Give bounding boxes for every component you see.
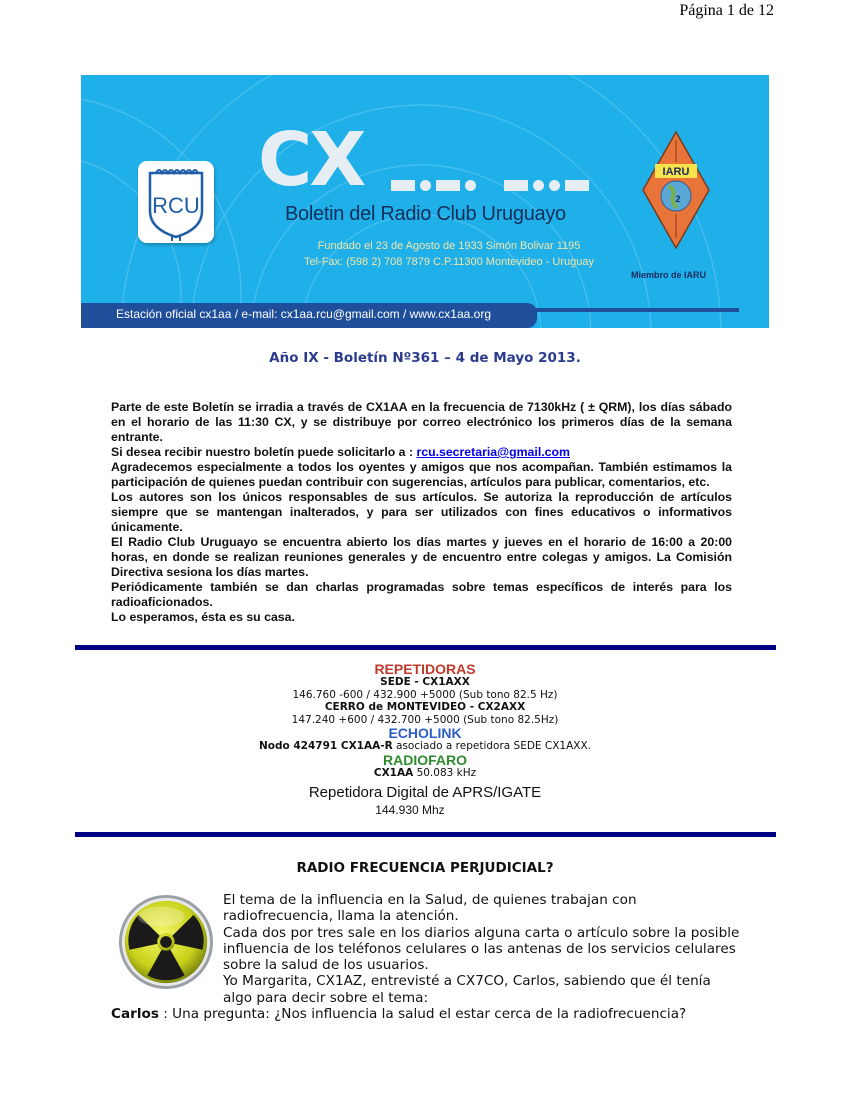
intro-paragraph: Agradecemos especialmente a todos los oyentes y amigos que nos acompañan. También estimamos la participación de quienes puedan contribuir con sugerencias, artículos para publicar, comentarios, etc. bbox=[111, 460, 732, 489]
speaker-name: Carlos bbox=[111, 1006, 159, 1022]
cerro-title: CERRO de MONTEVIDEO - CX2AXX bbox=[324, 701, 526, 713]
radiofaro-heading: RADIOFARO bbox=[383, 751, 467, 768]
intro-section bbox=[111, 400, 732, 625]
question-text: : Una pregunta: ¿Nos influencia la salud el estar cerca de la radiofrecuencia? bbox=[158, 1006, 687, 1022]
page-number: Página 1 de 12 bbox=[679, 2, 774, 19]
subscribe-text: Si desea recibir nuestro boletín puede solicitarlo a : bbox=[111, 445, 417, 459]
repeaters-section bbox=[0, 662, 850, 818]
intro-paragraph: Los autores son los únicos responsables de sus artículos. Se autoriza la reproducción de artículos siempre que se mantengan inalterados, y para ser utilizados con fines educativos o informativos únicamente. bbox=[111, 490, 732, 534]
interview-question bbox=[111, 1006, 761, 1022]
intro-paragraph bbox=[111, 445, 732, 460]
radiofaro-callsign: CX1AA bbox=[373, 766, 414, 779]
section-divider bbox=[75, 645, 776, 650]
morse-code bbox=[391, 178, 589, 192]
repetidoras-heading: REPETIDORAS bbox=[374, 661, 476, 677]
rcu-logo bbox=[138, 161, 214, 243]
rcu-shield-icon bbox=[138, 161, 214, 243]
radiofaro-frequency: 50.083 kHz bbox=[413, 766, 477, 779]
iaru-member-label: Miembro de IARU bbox=[631, 270, 707, 280]
article-paragraph: Cada dos por tres sale en los diarios alguna carta o artículo sobre la posible influencia de los teléfonos celulares o las antenas de los servicios celulares sobre la salud de los usuarios. bbox=[223, 924, 740, 974]
banner-address bbox=[299, 238, 599, 270]
echolink-node bbox=[0, 740, 850, 753]
issue-line: Año IX - Boletín Nº361 – 4 de Mayo 2013. bbox=[269, 350, 581, 366]
contact-line: Tel-Fax: (598 2) 708 7879 C.P.11300 Montevideo - Uruguay bbox=[303, 256, 595, 268]
intro-paragraph: El Radio Club Uruguayo se encuentra abierto los días martes y jueves en el horario de 16:00 a 20:00 horas, en donde se realizan reuniones generales y de encuentro entre colegas y amigos. La Comisión Directiva sesiona los días martes. bbox=[111, 535, 732, 579]
article-body bbox=[223, 892, 743, 1006]
cerro-frequency: 147.240 +600 / 432.700 +5000 (Sub tono 82.5Hz) bbox=[291, 713, 559, 726]
intro-paragraph: Lo esperamos, ésta es su casa. bbox=[111, 610, 295, 624]
banner-footer-text: Estación oficial cx1aa / e-mail: cx1aa.rcu@gmail.com / www.cx1aa.org bbox=[116, 307, 491, 321]
aprs-title: Repetidora Digital de APRS/IGATE bbox=[308, 784, 542, 801]
aprs-frequency: 144.930 Mhz bbox=[375, 803, 445, 817]
radiofaro-info bbox=[0, 767, 850, 780]
intro-paragraph: Periódicamente también se dan charlas programadas sobre temas específicos de interés para los radioaficionados. bbox=[111, 580, 732, 609]
sede-frequency: 146.760 -600 / 432.900 +5000 (Sub tono 82.5 Hz) bbox=[292, 688, 558, 701]
article-paragraph: El tema de la influencia en la Salud, de quienes trabajan con radiofrecuencia, llama la atención. bbox=[223, 892, 637, 925]
article-paragraph: Yo Margarita, CX1AZ, entrevisté a CX7CO, Carlos, sabiendo que él tenía algo para decir sobre el tema: bbox=[223, 973, 711, 1006]
banner-subtitle: Boletin del Radio Club Uruguayo bbox=[285, 203, 566, 225]
banner-title: CX bbox=[258, 117, 364, 203]
radioactive-icon bbox=[117, 893, 215, 991]
secretaria-email-link[interactable]: rcu.secretaria@gmail.com bbox=[416, 445, 570, 459]
echolink-heading: ECHOLINK bbox=[388, 725, 462, 741]
iaru-logo-icon bbox=[641, 130, 711, 250]
founded-line: Fundado el 23 de Agosto de 1933 Simón Bolivar 1195 bbox=[317, 240, 581, 252]
section-divider bbox=[75, 832, 776, 837]
header-banner bbox=[81, 75, 769, 328]
svg-text:IARU: IARU bbox=[662, 166, 690, 178]
intro-paragraph: Parte de este Boletín se irradia a través de CX1AA en la frecuencia de 7130kHz ( ± QRM), los días sábado en el horario de las 11:30 CX, y se distribuye por correo electrónico los primeros días de la semana entrante. bbox=[111, 400, 732, 444]
article-title: RADIO FRECUENCIA PERJUDICIAL? bbox=[296, 860, 554, 876]
svg-text:2: 2 bbox=[675, 194, 681, 204]
echolink-node-id: Nodo 424791 CX1AA-R bbox=[258, 740, 393, 752]
banner-footer-line bbox=[521, 308, 739, 312]
svg-text:RCU: RCU bbox=[152, 193, 200, 218]
sede-title: SEDE - CX1AXX bbox=[380, 676, 470, 688]
echolink-description: asociado a repetidora SEDE CX1AXX. bbox=[392, 740, 592, 752]
